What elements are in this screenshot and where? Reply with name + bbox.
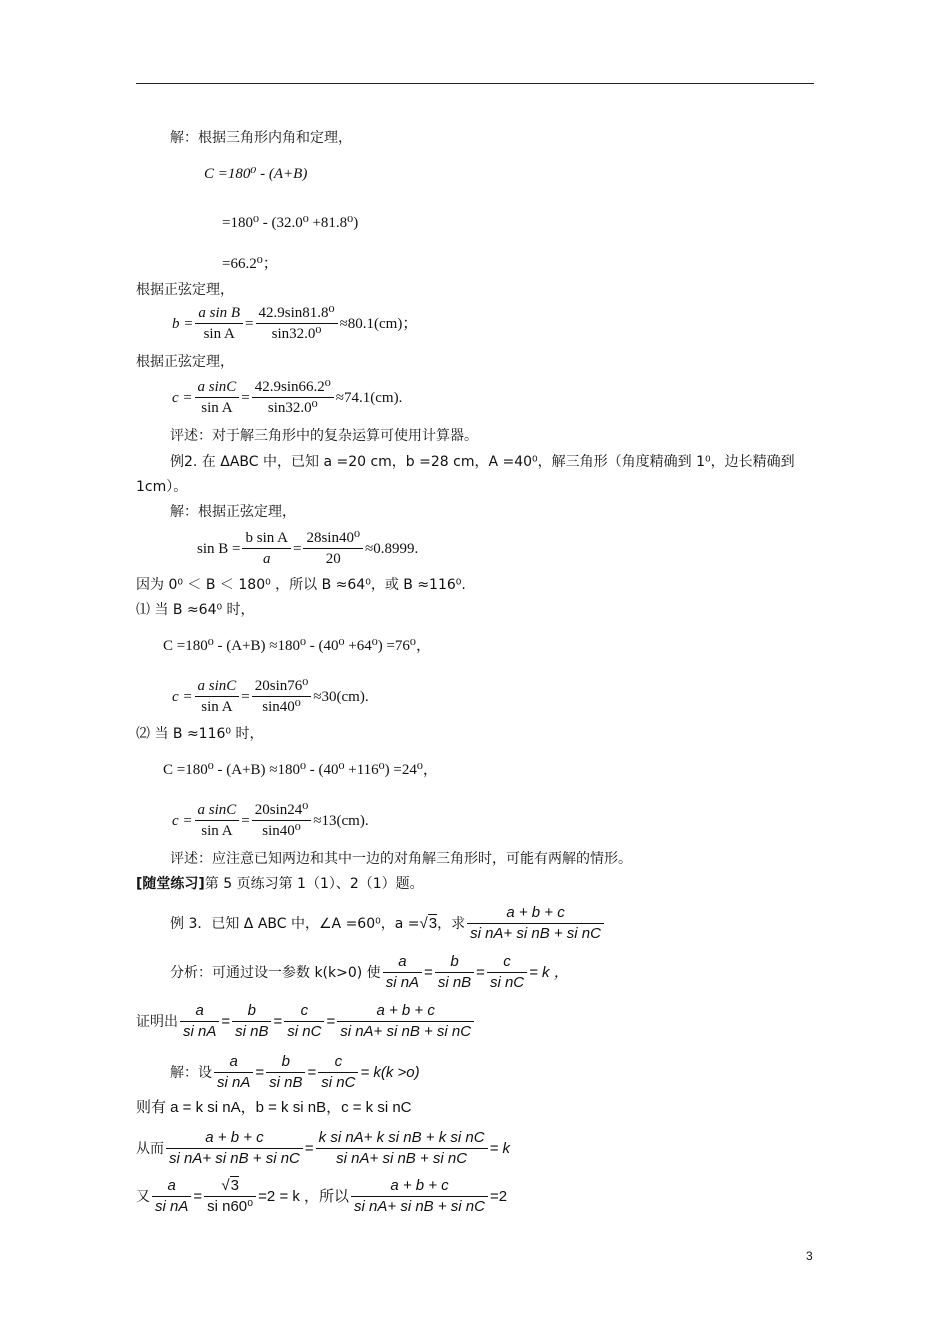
case-2-side-c: c = $\frac{\text{a sinC}}{\text{sin A}}$ = $\frac{\text{20sin24⁰}}{\text{sin40⁰}}$ ≈13(cm). [172, 802, 369, 839]
equation-c-1: C =180⁰ - (A+B) [204, 166, 308, 182]
fraction: $\frac{a}{\text{si nA}}$ [152, 1176, 191, 1217]
eq-rhs: = k ， [529, 963, 569, 981]
example-3-statement: 例 3．已知 Δ ABC 中，∠A =60⁰，a = √3 ，求 $\frac{a + b + c}{\text{si nA+ si nB + si nC}}$ [170, 903, 606, 944]
sine-law-label-2: 根据正弦定理， [136, 354, 234, 370]
fraction: $\frac{a}{\text{si nA}}$ [180, 1001, 219, 1042]
fraction: $\frac{c}{\text{si nC}}$ [487, 952, 527, 993]
case-1-angle-c: C =180⁰ - (A+B) ≈180⁰ - (40⁰ +64⁰) =76⁰， [163, 638, 431, 654]
fraction: $\frac{a + b + c}{\text{si nA+ si nB + si nC}}$ [351, 1176, 488, 1217]
equation-c-4: c = $\frac{\text{a sinC}}{\text{sin A}}$ = $\frac{\text{42.9sin66.2⁰}}{\text{sin32.0⁰}}$ ≈74.1(cm). [172, 379, 403, 416]
fraction: $\frac{\text{42.9sin81.8⁰}}{\text{sin32.0⁰}}$ [256, 303, 338, 344]
case-2-label: ⑵ 当 B ≈116⁰ 时， [136, 726, 264, 742]
fraction: $\frac{\text{a sinC}}{\text{sin A}}$ [195, 800, 240, 841]
eq-rhs: ≈0.8999. [365, 540, 419, 557]
eq-lhs: c = [172, 688, 193, 705]
eq-rhs: =2 [489, 1187, 508, 1205]
practice-text: 第 5 页练习第 1（1）、2（1）题。 [204, 876, 424, 892]
hence-line: 从而 $\frac{a + b + c}{\text{si nA+ si nB + si nC}}$ = $\frac{\text{k si nA+ k si nB + k si nC}}{\text{si nA+ si nB + si nC}}$ = k [136, 1129, 511, 1167]
analysis-text: 分析：可通过设一参数 k(k>0) 使 [170, 964, 381, 981]
ex3-text: 例 3．已知 Δ ABC 中，∠A =60⁰，a = [170, 915, 420, 932]
fraction: $\frac{\text{a sinC}}{\text{sin A}}$ [195, 377, 240, 418]
fraction: $\frac{\text{a sinC}}{\text{sin A}}$ [195, 676, 240, 717]
eq-rhs: ≈74.1(cm). [335, 389, 403, 406]
eq-rhs: ≈13(cm). [313, 812, 369, 829]
prove-text: 证明出 [136, 1013, 178, 1030]
fraction: $\frac{b}{\text{si nB}}$ [435, 952, 474, 993]
fraction: $\frac{c}{\text{si nC}}$ [318, 1052, 358, 1093]
fraction: $\frac{a}{\text{si nA}}$ [383, 952, 422, 993]
eq-rhs: ≈30(cm). [313, 688, 369, 705]
eq-rhs: ≈80.1(cm)； [339, 315, 418, 332]
equation-b: b = $\frac{\text{a sin B}}{\text{sin A}}$ = $\frac{\text{42.9sin81.8⁰}}{\text{sin32.0⁰}}$ ≈80.1(cm)； [172, 305, 418, 342]
fraction: $\frac{\text{20sin76⁰}}{\text{sin40⁰}}$ [252, 676, 312, 717]
fraction: $\frac{√3}{\text{si n60⁰}}$ [204, 1176, 256, 1217]
fraction: $\frac{c}{\text{si nC}}$ [284, 1001, 324, 1042]
fraction: $\frac{\text{k si nA+ k si nB + k si nC}}{\text{si nA+ si nB + si nC}}$ [316, 1128, 488, 1169]
equation-c-3: =66.2⁰； [222, 256, 278, 272]
solution-text: 解：设 [170, 1064, 212, 1081]
prove-line: 证明出 $\frac{a}{\text{si nA}}$ = $\frac{b}{\text{si nB}}$ = $\frac{c}{\text{si nC}}$ = $\frac{a + b + c}{\text{si nA+ si nB + si nC}}$ [136, 1001, 476, 1042]
practice-heading: [随堂练习] [136, 876, 205, 892]
final-line: 又 $\frac{a}{\text{si nA}}$ = $\frac{√3}{\text{si n60⁰}}$ =2 = k ，所以 $\frac{a + b + c}{\text{si nA+ si nB + si nC}}$ =2 [136, 1177, 508, 1215]
fraction: $\frac{b}{\text{si nB}}$ [266, 1052, 305, 1093]
hence-text: 从而 [136, 1140, 164, 1157]
case-1-label: ⑴ 当 B ≈64⁰ 时， [136, 602, 255, 618]
equation-c-2: =180⁰ - (32.0⁰ +81.8⁰) [222, 215, 359, 231]
solution-intro-1: 解：根据三角形内角和定理， [170, 130, 352, 146]
eq-rhs: = k(k >o) [360, 1063, 420, 1081]
solution-3-setup: 解：设 $\frac{a}{\text{si nA}}$ = $\frac{b}{\text{si nB}}$ = $\frac{c}{\text{si nC}}$ = k(k >o) [170, 1053, 420, 1091]
sqrt-radicand: 3 [428, 914, 438, 932]
analysis-line: 分析：可通过设一参数 k(k>0) 使 $\frac{a}{\text{si nA}}$ = $\frac{b}{\text{si nB}}$ = $\frac{c}{\text{si nC}}$ = k ， [170, 953, 569, 991]
case-1-side-c: c = $\frac{\text{a sinC}}{\text{sin A}}$ = $\frac{\text{20sin76⁰}}{\text{sin40⁰}}$ ≈30(cm). [172, 678, 369, 715]
case-2-angle-c: C =180⁰ - (A+B) ≈180⁰ - (40⁰ +116⁰) =24⁰， [163, 762, 438, 778]
example-2-statement: 例2. 在 ΔABC 中，已知 a =20 cm，b =28 cm，A =40⁰，解三角形（角度精确到 1⁰，边长精确到 [170, 454, 795, 470]
eq-lhs: sin B = [197, 540, 241, 557]
fraction: $\frac{a + b + c}{\text{si nA+ si nB + si nC}}$ [166, 1128, 303, 1169]
eq-lhs: b = [172, 315, 194, 332]
example-2-statement-cont: 1cm）。 [136, 479, 188, 495]
fraction: $\frac{\text{42.9sin66.2⁰}}{\text{sin32.0⁰}}$ [252, 377, 334, 418]
fraction: $\frac{\text{a sin B}}{\text{sin A}}$ [195, 303, 243, 344]
ex3-text-mid: ，求 [437, 915, 466, 932]
comment-2: 评述：应注意已知两边和其中一边的对角解三角形时，可能有两解的情形。 [170, 851, 632, 867]
fraction: $\frac{a + b + c}{\text{si nA+ si nB + si nC}}$ [467, 903, 604, 944]
fraction: $\frac{\text{b sin A}}{a}$ [242, 528, 291, 569]
angle-b-range: 因为 0⁰ ＜ B ＜ 180⁰ ，所以 B ≈64⁰，或 B ≈116⁰. [136, 577, 466, 593]
then-line: 则有 a = k si nA，b = k si nB，c = k si nC [136, 1099, 412, 1116]
practice-line [136, 874, 424, 894]
eq-lhs: c = [172, 389, 193, 406]
fraction: $\frac{a}{\text{si nA}}$ [214, 1052, 253, 1093]
fraction: $\frac{a + b + c}{\text{si nA+ si nB + si nC}}$ [337, 1001, 474, 1042]
eq-rhs: = k [489, 1139, 511, 1157]
fraction: $\frac{\text{20sin24⁰}}{\text{sin40⁰}}$ [252, 800, 312, 841]
header-rule [136, 83, 814, 84]
fraction: $\frac{\text{28sin40⁰}}{20}$ [303, 528, 363, 569]
also-text: 又 [136, 1188, 150, 1205]
final-mid: =2 = k ，所以 [258, 1187, 350, 1205]
equation-sinb: sin B = $\frac{\text{b sin A}}{a}$ = $\frac{\text{28sin40⁰}}{20}$ ≈0.8999. [197, 530, 419, 567]
fraction: $\frac{b}{\text{si nB}}$ [232, 1001, 271, 1042]
page-number: 3 [806, 1249, 813, 1263]
comment-1: 评述：对于解三角形中的复杂运算可使用计算器。 [170, 428, 478, 444]
eq-lhs: c = [172, 812, 193, 829]
sine-law-label-1: 根据正弦定理， [136, 282, 234, 298]
solution-intro-2: 解：根据正弦定理， [170, 504, 296, 520]
